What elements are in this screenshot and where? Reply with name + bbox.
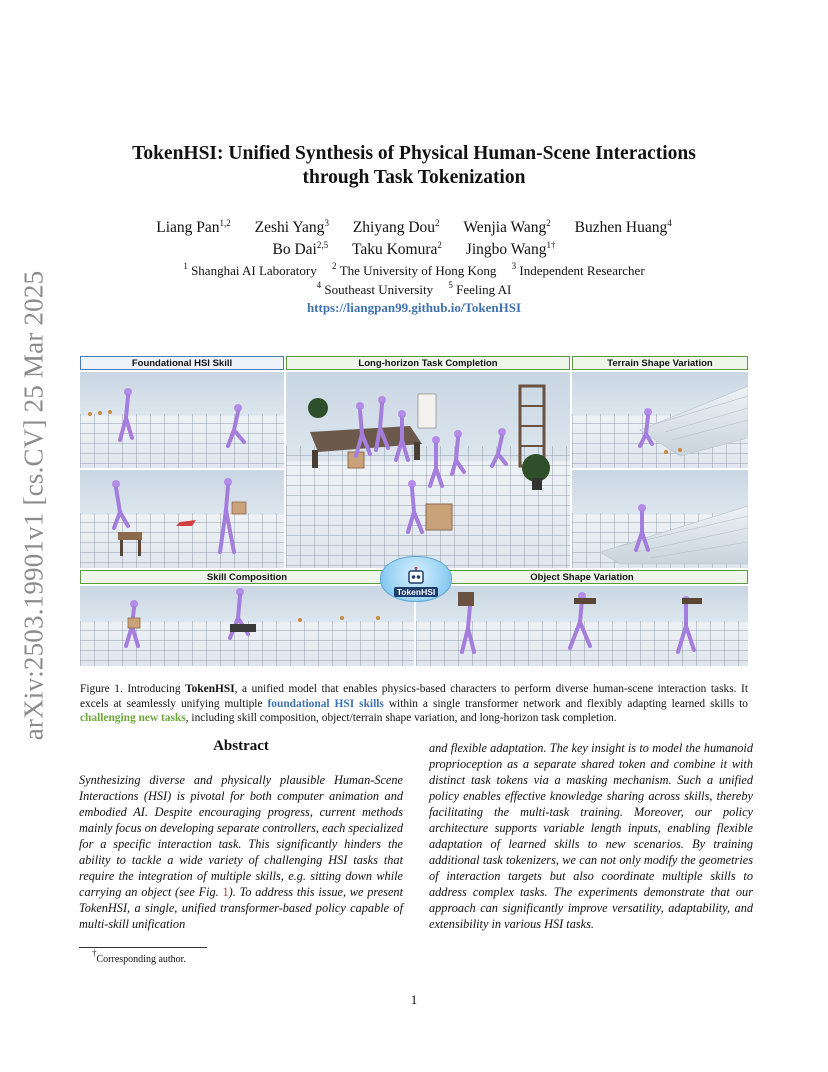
caption-bold: TokenHSI <box>185 683 235 695</box>
title-line-2: through Task Tokenization <box>302 167 526 188</box>
author-name: Zeshi Yang <box>254 219 325 236</box>
author-sup: 4 <box>667 218 672 228</box>
author-sup: 2 <box>435 218 440 228</box>
project-url-link[interactable]: https://liangpan99.github.io/TokenHSI <box>306 300 522 315</box>
author <box>463 219 550 237</box>
affiliation <box>332 263 496 279</box>
author-sup: 3 <box>324 218 329 228</box>
long-horizon-objects <box>308 386 550 530</box>
abstract-left-column <box>79 772 403 932</box>
page-number: 1 <box>410 992 418 1007</box>
author <box>575 219 672 237</box>
footnote-text: Corresponding author. <box>96 954 186 965</box>
author <box>255 219 329 237</box>
affiliations-row-1 <box>80 263 748 279</box>
affiliation <box>512 263 645 279</box>
affil-sup: 2 <box>331 261 337 271</box>
author <box>466 241 556 259</box>
affil-name: Feeling AI <box>456 282 512 297</box>
author <box>273 241 329 259</box>
affil-sup: 3 <box>511 261 517 271</box>
affil-sup: 1 <box>183 261 188 271</box>
caption-text-1: , a unified model that enables physics-based characters to perform diverse human-scene interaction tasks. It excels at seamlessly unifying multiple <box>80 683 749 710</box>
robot-icon <box>405 567 427 587</box>
affiliation <box>317 282 433 298</box>
abstract-heading: Abstract <box>213 738 269 754</box>
author <box>156 219 231 237</box>
tokenhsi-logo <box>380 556 452 602</box>
abstract-text-b: ). To address this issue, we present TokenHSI, a single, unified transformer-based policy capable of multi-skill unification <box>79 885 403 931</box>
author-name: Zhiyang Dou <box>352 219 436 236</box>
arxiv-stamp-text: arXiv:2503.19901v1 [cs.CV] 25 Mar 2025 <box>18 270 49 740</box>
affil-name: The University of Hong Kong <box>339 263 497 278</box>
label-object-shape: Object Shape Variation <box>416 570 748 584</box>
caption-text-2: within a single transformer network and flexibly adapting learned skills to <box>383 697 748 710</box>
author-sup: 1† <box>546 240 556 250</box>
author-sup: 2 <box>437 240 442 250</box>
affiliation <box>183 263 316 279</box>
caption-text-3: , including skill composition, object/terrain shape variation, and long-horizon task completion. <box>185 712 617 724</box>
author-name: Buzhen Huang <box>574 219 668 236</box>
affil-sup: 4 <box>316 280 322 290</box>
author-name: Liang Pan <box>156 219 220 236</box>
footnote-rule <box>79 947 207 948</box>
affil-name: Shanghai AI Laboratory <box>191 263 317 278</box>
figure-ref-link[interactable]: 1 <box>222 885 229 899</box>
label-long-horizon: Long-horizon Task Completion <box>286 356 570 370</box>
author-name: Jingbo Wang <box>465 241 547 258</box>
terrain-stairs <box>600 386 748 564</box>
figure-caption <box>80 682 748 726</box>
logo-text: TokenHSI <box>394 587 439 597</box>
authors-row-2 <box>80 241 748 259</box>
footnote <box>92 948 186 965</box>
characters <box>112 388 694 652</box>
author-sup: 2 <box>546 218 551 228</box>
affil-name: Southeast University <box>324 282 434 297</box>
caption-highlight-new-tasks: challenging new tasks <box>80 712 186 724</box>
caption-lead: Figure 1. Introducing <box>80 683 186 695</box>
label-foundational-skill: Foundational HSI Skill <box>80 356 284 370</box>
author-name: Taku Komura <box>351 241 438 258</box>
figure-1 <box>80 356 748 666</box>
caption-highlight-foundational: foundational HSI skills <box>267 697 384 710</box>
author-sup: 2,5 <box>316 240 329 250</box>
title-line-1: TokenHSI: Unified Synthesis of Physical Human-Scene Interactions <box>132 143 696 164</box>
arxiv-stamp <box>4 270 64 740</box>
affiliations-row-2 <box>80 282 748 298</box>
affiliation <box>448 282 511 298</box>
label-skill-composition: Skill Composition <box>80 570 414 584</box>
author-name: Bo Dai <box>272 241 317 258</box>
abstract-text-a: Synthesizing diverse and physically plausible Human-Scene Interactions (HSI) is pivotal for both computer animation and embodied AI. Despite encouraging progress, current methods mainly focus on developing separate controllers, each specialized for a specific interaction task. This significantly hinders the ability to tackle a wide variety of challenging HSI tasks that require the integration of multiple skills, e.g. sitting down while carrying an object (see Fig. <box>79 773 403 899</box>
author <box>352 241 442 259</box>
paper-title <box>80 142 748 190</box>
label-terrain-variation: Terrain Shape Variation <box>572 356 748 370</box>
author <box>353 219 440 237</box>
scene-illustration <box>80 356 748 666</box>
author-name: Wenjia Wang <box>463 219 547 236</box>
authors-row-1 <box>80 219 748 237</box>
affil-sup: 5 <box>448 280 453 290</box>
affil-name: Independent Researcher <box>519 263 645 278</box>
abstract-right-column: and flexible adaptation. The key insight is to model the humanoid proprioception as a separate shared token and combine it with distinct task tokens via a masking mechanism. Such a unified policy enables effective knowledge sharing across skills, thereby facilitating the multi-task training. Moreover, our policy architecture supports variable length inputs, enabling flexible adaptation of learned skills to new scenarios. By training additional task tokenizers, we can not only modify the geometries of interaction targets but also coordinate multiple skills to address complex tasks. The experiments demonstrate that our approach can significantly improve versatility, adaptability, and extensibility in various HSI tasks. <box>429 741 753 931</box>
footnote-mark: † <box>92 948 97 958</box>
author-sup: 1,2 <box>219 218 231 228</box>
